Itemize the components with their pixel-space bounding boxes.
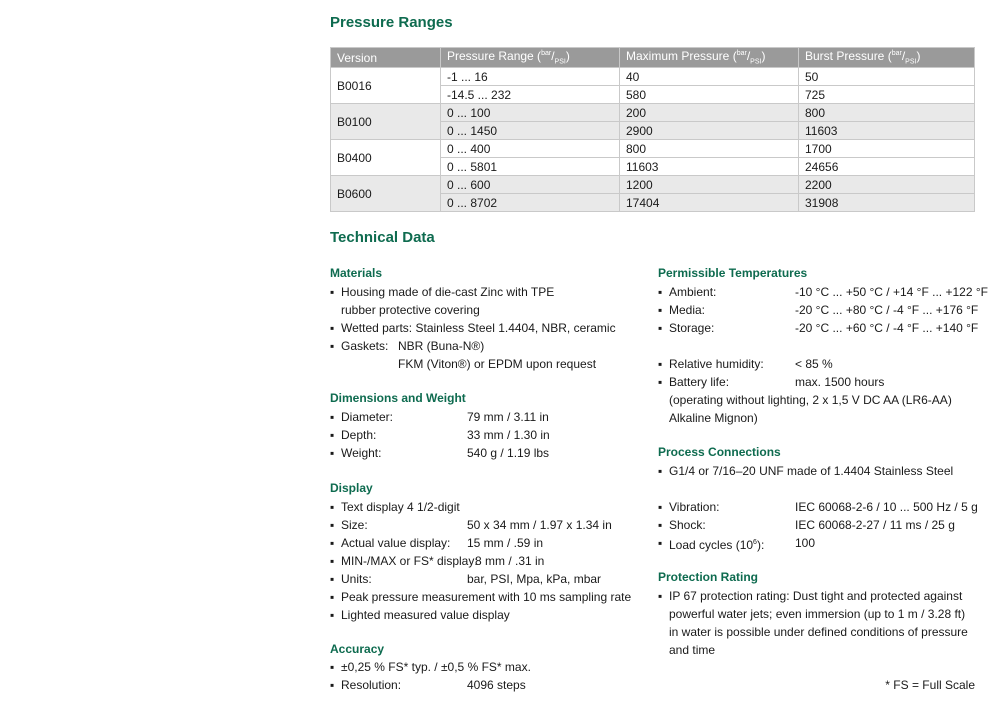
materials-heading: Materials <box>330 266 383 280</box>
accuracy-heading: Accuracy <box>330 642 385 656</box>
max-cell: 1200 <box>620 176 799 194</box>
list-item-continued: and time <box>669 643 716 657</box>
burst-cell: 2200 <box>799 176 975 194</box>
list-item-continued: powerful water jets; even immersion (up to 1 m / 3.28 ft) <box>669 607 966 621</box>
max-cell: 40 <box>620 68 799 86</box>
list-item: ▪ Vibration: IEC 60068-2-6 / 10 ... 500 Hz / 5 g <box>658 500 978 514</box>
list-item: ▪ Size: 50 x 34 mm / 1.97 x 1.34 in <box>330 518 612 532</box>
list-item: ▪ ±0,25 % FS* typ. / ±0,5 % FS* max. <box>330 660 531 674</box>
max-cell: 200 <box>620 104 799 122</box>
range-cell: 0 ... 100 <box>441 104 620 122</box>
list-item-continued: Alkaline Mignon) <box>669 411 758 425</box>
process-connections-heading: Process Connections <box>658 445 781 459</box>
table-header-row <box>331 48 975 68</box>
range-cell: 0 ... 400 <box>441 140 620 158</box>
pressure-ranges-title: Pressure Ranges <box>330 14 453 31</box>
max-cell: 2900 <box>620 122 799 140</box>
list-item: ▪ Diameter: 79 mm / 3.11 in <box>330 410 549 424</box>
dimensions-list <box>330 408 650 462</box>
range-cell: 0 ... 1450 <box>441 122 620 140</box>
list-item: ▪ Gaskets: NBR (Buna-N®) <box>330 339 485 353</box>
list-item-continued: (operating without lighting, 2 x 1,5 V DC AA (LR6-AA) <box>669 393 952 407</box>
header-maximum-pressure: Maximum Pressure $(^{bar}/_{PSI})$ <box>620 48 799 68</box>
version-cell: B0600 <box>331 176 441 212</box>
footnote: * FS = Full Scale <box>885 678 975 692</box>
list-item: ▪ Peak pressure measurement with 10 ms sampling rate <box>330 590 632 604</box>
list-item-continued: in water is possible under defined conditions of pressure <box>669 625 968 639</box>
list-item: ▪ G1/4 or 7/16–20 UNF made of 1.4404 Stainless Steel <box>658 464 954 478</box>
list-item: ▪ MIN-/MAX or FS* display: 8 mm / .31 in <box>330 554 545 568</box>
list-item: ▪ Shock: IEC 60068-2-27 / 11 ms / 25 g <box>658 518 955 532</box>
list-item: ▪ Actual value display: 15 mm / .59 in <box>330 536 544 550</box>
list-item: ▪ Weight: 540 g / 1.19 lbs <box>330 446 550 460</box>
version-cell: B0100 <box>331 104 441 140</box>
burst-cell: 725 <box>799 86 975 104</box>
list-item: ▪ Media: -20 °C ... +80 °C / -4 °F ... +176 °F <box>658 303 979 317</box>
protection-rating-heading: Protection Rating <box>658 570 759 584</box>
technical-data-title: Technical Data <box>330 229 435 246</box>
list-item: ▪ Lighted measured value display <box>330 608 510 622</box>
display-list <box>330 498 650 624</box>
burst-cell: 1700 <box>799 140 975 158</box>
table-row <box>331 68 975 86</box>
temperatures-heading: Permissible Temperatures <box>658 266 808 280</box>
protection-list <box>658 587 976 659</box>
list-item-continued: FKM (Viton®) or EPDM upon request <box>398 357 597 371</box>
list-item: ▪ Resolution: 4096 steps <box>330 678 526 692</box>
max-cell: 800 <box>620 140 799 158</box>
list-item: ▪ IP 67 protection rating: Dust tight and protected against <box>658 589 963 603</box>
header-pressure-range: Pressure Range $(^{bar}/_{PSI})$ <box>441 48 620 68</box>
burst-cell: 24656 <box>799 158 975 176</box>
range-cell: -1 ... 16 <box>441 68 620 86</box>
list-item: ▪ Load cycles $(10^6)$: 100 <box>658 536 816 552</box>
list-item: ▪ Relative humidity: < 85 % <box>658 357 833 371</box>
list-item: ▪ Units: bar, PSI, Mpa, kPa, mbar <box>330 572 602 586</box>
list-item: ▪ Storage: -20 °C ... +60 °C / -4 °F ... +140 °F <box>658 321 979 335</box>
max-cell: 17404 <box>620 194 799 212</box>
range-cell: 0 ... 600 <box>441 176 620 194</box>
table-row <box>331 104 975 122</box>
range-cell: 0 ... 8702 <box>441 194 620 212</box>
burst-cell: 11603 <box>799 122 975 140</box>
materials-list <box>330 283 650 373</box>
table-row <box>331 140 975 158</box>
list-item: ▪ Housing made of die-cast Zinc with TPE <box>330 285 555 299</box>
version-cell: B0016 <box>331 68 441 104</box>
list-item-continued: rubber protective covering <box>341 303 480 317</box>
process-list <box>658 462 976 552</box>
list-item: ▪ Text display 4 1/2-digit <box>330 500 460 514</box>
accuracy-list <box>330 658 650 694</box>
temperatures-list <box>658 283 988 427</box>
burst-cell: 800 <box>799 104 975 122</box>
list-item: ▪ Wetted parts: Stainless Steel 1.4404, NBR, ceramic <box>330 321 616 335</box>
spacer <box>658 337 976 355</box>
list-item: ▪ Ambient: -10 °C ... +50 °C / +14 °F ... +122 °F <box>658 285 988 299</box>
display-heading: Display <box>330 481 373 495</box>
version-cell: B0400 <box>331 140 441 176</box>
range-cell: 0 ... 5801 <box>441 158 620 176</box>
dimensions-heading: Dimensions and Weight <box>330 391 466 405</box>
pressure-ranges-table <box>330 47 975 212</box>
table-row <box>331 176 975 194</box>
header-burst-pressure: Burst Pressure $(^{bar}/_{PSI})$ <box>799 48 975 68</box>
list-item: ▪ Battery life: max. 1500 hours <box>658 375 885 389</box>
max-cell: 11603 <box>620 158 799 176</box>
range-cell: -14.5 ... 232 <box>441 86 620 104</box>
spacer <box>658 480 976 498</box>
list-item: ▪ Depth: 33 mm / 1.30 in <box>330 428 550 442</box>
header-version: Version <box>331 48 441 68</box>
burst-cell: 31908 <box>799 194 975 212</box>
max-cell: 580 <box>620 86 799 104</box>
burst-cell: 50 <box>799 68 975 86</box>
